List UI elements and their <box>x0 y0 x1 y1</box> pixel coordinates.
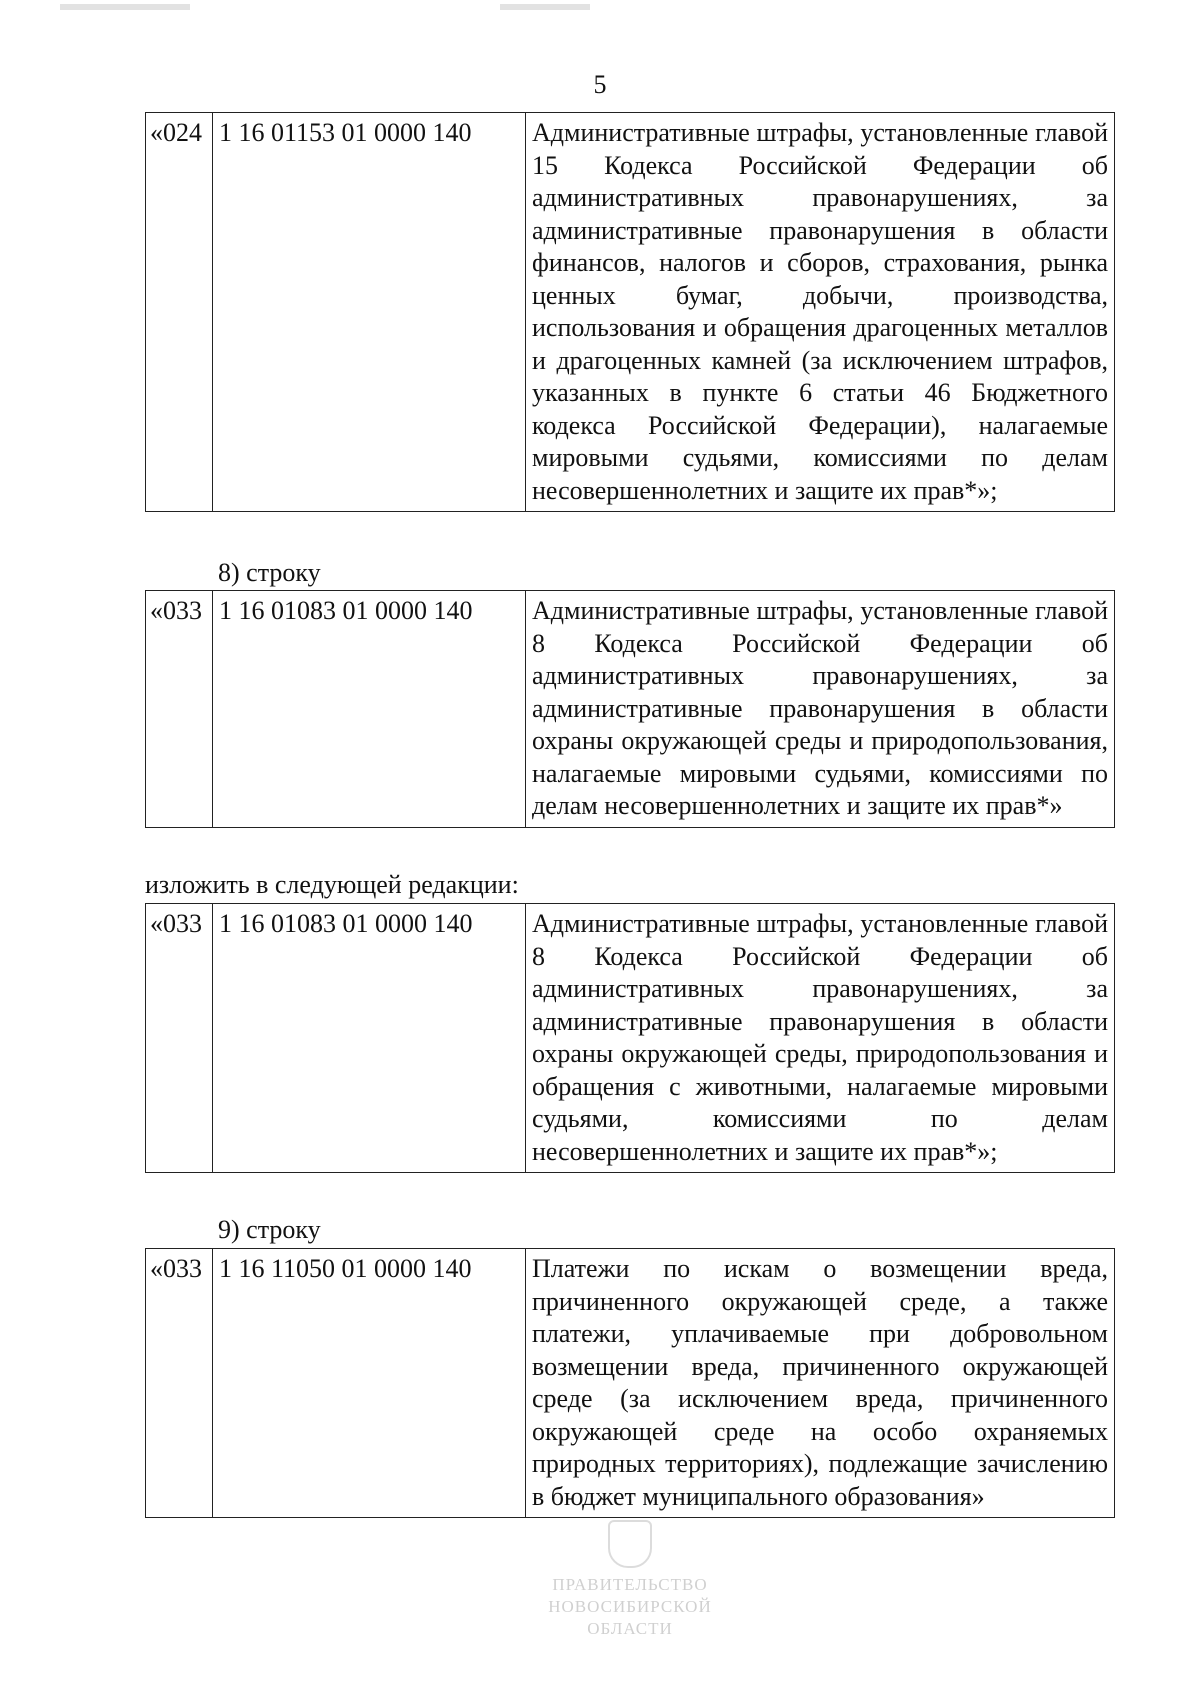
new-edition-label: изложить в следующей редакции: <box>145 870 519 899</box>
stamp-line-1: ПРАВИТЕЛЬСТВО <box>552 1575 708 1594</box>
table-row <box>146 113 1115 512</box>
table-block-033-01083-old <box>145 590 1115 828</box>
budget-code-table <box>145 1248 1115 1518</box>
table-block-024-01153 <box>145 112 1115 512</box>
item-8-label: 8) строку <box>218 558 321 587</box>
item-9-label: 9) строку <box>218 1215 321 1244</box>
budget-code-table <box>145 903 1115 1173</box>
kbk-code-cell: 1 16 01153 01 0000 140 <box>213 113 526 512</box>
table-block-033-01083-new <box>145 903 1115 1173</box>
coat-of-arms-icon <box>608 1520 652 1568</box>
table-block-033-11050 <box>145 1248 1115 1518</box>
kbk-code-cell: 1 16 11050 01 0000 140 <box>213 1249 526 1518</box>
kbk-code-cell: 1 16 01083 01 0000 140 <box>213 591 526 828</box>
admin-code-cell: «033 <box>146 1249 213 1518</box>
admin-code-cell: «033 <box>146 591 213 828</box>
page-number: 5 <box>593 70 607 99</box>
table-row <box>146 1249 1115 1518</box>
government-stamp <box>520 1520 740 1640</box>
admin-code-cell: «033 <box>146 904 213 1173</box>
description-cell: Административные штрафы, установленные главой 8 Кодекса Российской Федерации об административных правонарушениях, за административные правонарушения в области охраны окружающей среды и природопользования, налагаемые мировыми судьями, комиссиями по делам несовершеннолетних и защите их прав*» <box>526 591 1115 828</box>
stamp-line-2: НОВОСИБИРСКОЙ ОБЛАСТИ <box>548 1597 712 1638</box>
admin-code-cell: «024 <box>146 113 213 512</box>
budget-code-table <box>145 590 1115 828</box>
description-cell: Административные штрафы, установленные главой 8 Кодекса Российской Федерации об административных правонарушениях, за административные правонарушения в области охраны окружающей среды, природопользования и обращения с животными, налагаемые мировыми судьями, комиссиями по делам несовершеннолетних и защите их прав*»; <box>526 904 1115 1173</box>
kbk-code-cell: 1 16 01083 01 0000 140 <box>213 904 526 1173</box>
table-row <box>146 904 1115 1173</box>
table-row <box>146 591 1115 828</box>
description-cell: Административные штрафы, установленные главой 15 Кодекса Российской Федерации об административных правонарушениях, за административные правонарушения в области финансов, налогов и сборов, страхования, рынка ценных бумаг, добычи, производства, использования и обращения драгоценных металлов и драгоценных камней (за исключением штрафов, указанных в пункте 6 статьи 46 Бюджетного кодекса Российской Федерации), налагаемые мировыми судьями, комиссиями по делам несовершеннолетних и защите их прав*»; <box>526 113 1115 512</box>
budget-code-table <box>145 112 1115 512</box>
scan-artifact <box>60 4 190 10</box>
scan-artifact <box>500 4 590 10</box>
description-cell: Платежи по искам о возмещении вреда, причиненного окружающей среде, а также платежи, уплачиваемые при добровольном возмещении вреда, причиненного окружающей среде (за исключением вреда, причиненного окружающей среде на особо охраняемых природных территориях), подлежащие зачислению в бюджет муниципального образования» <box>526 1249 1115 1518</box>
